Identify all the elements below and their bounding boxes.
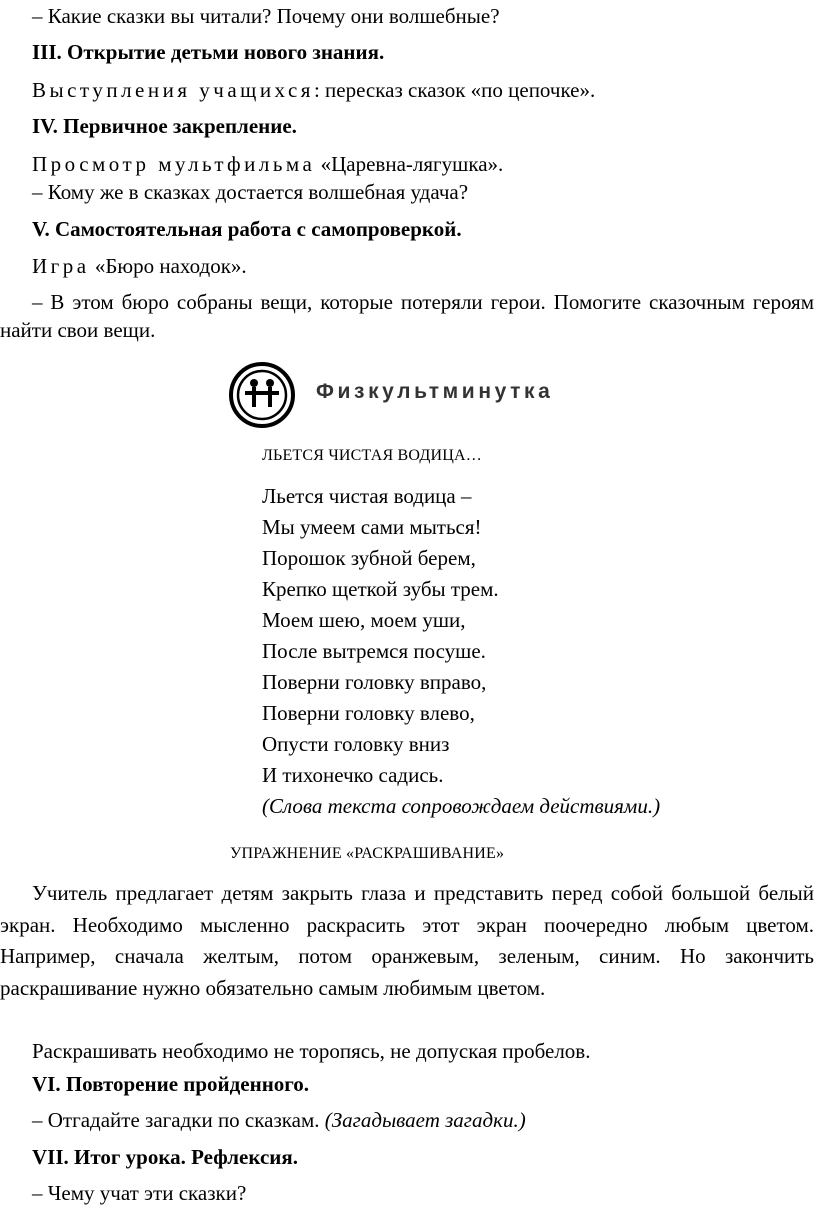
poem-line: После вытремся посуше. — [262, 639, 486, 663]
section-heading-7: VII. Итог урока. Рефлексия. — [32, 1145, 298, 1169]
viewing-text: «Царевна-лягушка». — [315, 152, 504, 176]
performance-line — [32, 76, 814, 104]
question-line: – Кому же в сказках достается волшебная удача? — [32, 180, 469, 204]
game-line — [32, 252, 814, 280]
exercise-paragraph-2: Раскрашивать необходимо не торопясь, не допуская пробелов. — [32, 1039, 591, 1063]
paragraph: – В этом бюро собраны вещи, которые потеряли герои. Помогите сказочным героям найти свои вещи. — [0, 290, 814, 342]
question-line: – Чему учат эти сказки? — [32, 1181, 247, 1205]
poem-line: Мы умеем сами мыться! — [262, 515, 482, 539]
poem-line: Порошок зубной берем, — [262, 546, 476, 570]
riddle-text: – Отгадайте загадки по сказкам. — [32, 1108, 325, 1132]
poem-line: Поверни головку вправо, — [262, 670, 487, 694]
poem-line: Опусти головку вниз — [262, 732, 450, 756]
performance-text: : пересказ сказок «по цепочке». — [313, 78, 596, 102]
section-heading-4: IV. Первичное закрепление. — [32, 114, 297, 138]
fizkultminutka-title: Физкультминутка — [316, 380, 554, 403]
poem-line: Льется чистая водица – — [262, 484, 472, 508]
poem-title: ЛЬЕТСЯ ЧИСТАЯ ВОДИЦА… — [262, 447, 482, 464]
game-text: «Бюро находок». — [89, 254, 247, 278]
poem-line: Моем шею, моем уши, — [262, 608, 466, 632]
viewing-label: Просмотр мультфильма — [32, 152, 316, 176]
two-people-circle-icon — [228, 361, 296, 429]
exercise-paragraph: Учитель предлагает детям закрыть глаза и представить перед собой большой белый экран. Необходимо мысленно раскрасить этот экран поочередно любым цветом. Например, сначала желтым, потом оранжевым, зеленым, синим. Но закончить раскрашивание нужно обязательно самым любимым цветом. — [0, 881, 814, 1000]
exercise-title: УПРАЖНЕНИЕ «РАСКРАШИВАНИЕ» — [230, 845, 505, 862]
riddle-note: (Загадывает загадки.) — [324, 1108, 526, 1132]
question-line: – Какие сказки вы читали? Почему они волшебные? — [32, 4, 500, 28]
poem-line: Поверни головку влево, — [262, 701, 475, 725]
section-heading-6: VI. Повторение пройденного. — [32, 1072, 310, 1096]
section-heading-5: V. Самостоятельная работа с самопроверкой. — [32, 217, 462, 241]
game-label: Игра — [32, 254, 90, 278]
viewing-line — [32, 150, 814, 178]
poem-line: Крепко щеткой зубы трем. — [262, 577, 499, 601]
riddle-line — [32, 1106, 814, 1134]
performance-label: Выступления учащихся — [32, 78, 314, 102]
poem-line: И тихонечко садись. — [262, 763, 444, 787]
section-heading-3: III. Открытие детьми нового знания. — [32, 40, 385, 64]
poem-note: (Слова текста сопровождаем действиями.) — [262, 794, 661, 818]
